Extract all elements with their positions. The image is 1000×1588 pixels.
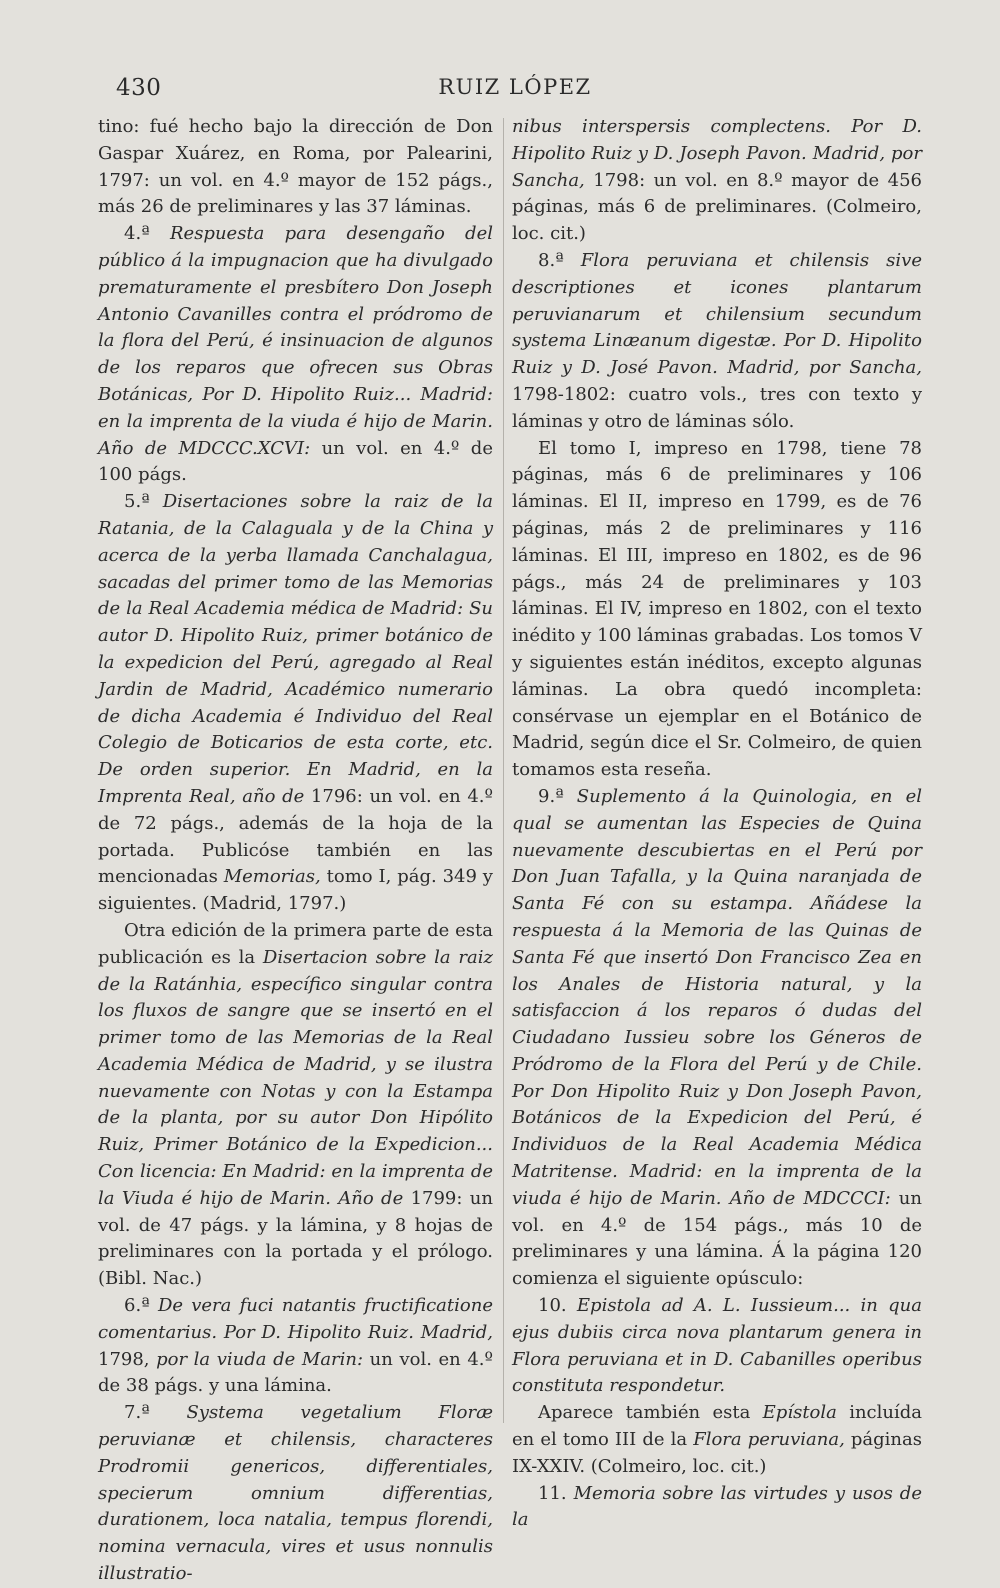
right-column	[512, 114, 922, 1534]
entry-details: un vol. en 4.º de 154 págs., más 10 de preliminares y una lámina. Á la página 120 comienza el siguiente opúsculo:	[512, 1187, 922, 1290]
memorias-title: Memorias,	[223, 866, 321, 888]
left-column	[98, 114, 493, 1588]
entry-title: Flora peruviana et chilensis sive descriptiones et icones plantarum peruvianarum et chilensium secundum systema Linæanum digestæ. Por D. Hipolito Ruiz y D. José Pavon. Madrid, por Sancha,	[512, 249, 922, 379]
entry-number: 10.	[538, 1295, 567, 1317]
entry-title: por la viuda de Marin:	[156, 1348, 364, 1370]
entry-number: 11.	[538, 1482, 567, 1504]
entry-7-continued	[512, 114, 922, 248]
entry-9	[512, 784, 922, 1293]
work-title: Epístola	[762, 1402, 837, 1424]
page-number: 430	[116, 75, 162, 101]
entry-number: 8.ª	[538, 249, 564, 271]
entry-title: Systema vegetalium Floræ peruvianæ et chilensis, characteres Prodromii genericos, differentiales, specierum omnium differentias, durationem, loca natalia, tempus florendi, nomina vernacula, vires et usus nonnulis illustratio-	[98, 1402, 493, 1585]
work-title: Flora peruviana,	[693, 1429, 845, 1451]
entry-title: De vera fuci natantis fructificatione comentarius. Por D. Hipolito Ruiz. Madrid,	[98, 1295, 493, 1343]
entry-6	[98, 1293, 493, 1400]
entry-11	[512, 1481, 922, 1535]
entry-details: un vol. en 4.º de 100 págs.	[98, 437, 493, 486]
entry-7	[98, 1400, 493, 1588]
paragraph	[512, 1400, 922, 1480]
page-header	[110, 75, 920, 109]
entry-number: 5.ª	[124, 491, 150, 513]
entry-details: 1798-1802: cuatro vols., tres con texto y láminas y otro de láminas sólo.	[512, 383, 922, 432]
paragraph: El tomo I, impreso en 1798, tiene 78 páginas, más 6 de preliminares y 106 láminas. El II, impreso en 1799, es de 76 páginas, más 2 de preliminares y 116 láminas. El III, impreso en 1802, es de 96 págs., más 24 de preliminares y 103 láminas. El IV, impreso en 1802, con el texto inédito y 100 láminas grabadas. Los tomos V y siguientes están inéditos, excepto algunas láminas. La obra quedó incompleta: consérvase un ejemplar en el Botánico de Madrid, según dice el Sr. Colmeiro, de quien tomamos esta reseña.	[512, 437, 922, 781]
paragraph-text: páginas IX-XXIV. (Colmeiro, loc. cit.)	[512, 1429, 922, 1477]
entry-title: nibus interspersis complectens. Por D. Hipolito Ruiz y D. Joseph Pavon. Madrid, por Sancha,	[512, 116, 922, 191]
paragraph-text: Aparece también esta	[538, 1402, 763, 1424]
column-divider	[503, 118, 504, 1423]
entry-title: Suplemento á la Quinologia, en el qual se aumentan las Especies de Quina nuevamente descubiertas en el Perú por Don Juan Tafalla, y la Quina naranjada de Santa Fé con su estampa. Añádese la respuesta á la Memoria de las Quinas de Santa Fé que insertó Don Francisco Zea en los Anales de Historia natural, y la satisfaccion á los reparos ó dudas del Ciudadano Iussieu sobre los Géneros de Pródromo de la Flora del Perú y de Chile. Por Don Hipolito Ruiz y Don Joseph Pavon, Botánicos de la Expedicion del Perú, é Individuos de la Real Academia Médica Matritense. Madrid: en la imprenta de la viuda é hijo de Marin. Año de MDCCCI:	[512, 785, 922, 1209]
entry-8	[512, 248, 922, 436]
entry-title: Memoria sobre las virtudes y usos de la	[512, 1482, 922, 1531]
entry-number: 7.ª	[124, 1402, 150, 1424]
entry-details: 1798: un vol. en 8.º mayor de 456 páginas, más 6 de preliminares. (Colmeiro, loc. cit.)	[512, 169, 922, 245]
entry-4	[98, 221, 493, 489]
work-title: Disertacion sobre la raiz de la Ratánhia, específico singular contra los fluxos de sangre que se insertó en el primer tomo de las Memorias de la Real Academia Médica de Madrid, y se ilustra nuevamente con Notas y con la Estampa de la planta, por su autor Don Hipólito Ruiz, Primer Botánico de la Expedicion... Con licencia: En Madrid: en la imprenta de la Viuda é hijo de Marin. Año de	[98, 946, 493, 1209]
paragraph-text: Otra edición de la primera parte de esta publicación es la	[98, 919, 493, 968]
entry-year: 1798,	[98, 1348, 157, 1370]
paragraph: tino: fué hecho bajo la dirección de Don Gaspar Xuárez, en Roma, por Palearini, 1797: un vol. en 4.º mayor de 152 págs., más 26 de preliminares y las 37 láminas.	[98, 116, 493, 218]
running-head: RUIZ LÓPEZ	[438, 75, 592, 99]
entry-number: 9.ª	[538, 785, 564, 807]
paragraph-text: incluída en el tomo III de la	[512, 1402, 922, 1451]
entry-number: 4.ª	[124, 223, 150, 245]
entry-title: Respuesta para desengaño del público á la impugnacion que ha divulgado prematuramente el presbítero Don Joseph Antonio Cavanilles contra el pródromo de la flora del Perú, é insinuacion de algunos de los reparos que ofrecen sus Obras Botánicas, Por D. Hipolito Ruiz... Madrid: en la imprenta de la viuda é hijo de Marin. Año de MDCCC.XCVI:	[98, 223, 493, 459]
entry-details: tomo I, pág. 349 y siguientes. (Madrid, 1797.)	[98, 866, 493, 915]
entry-number: 6.ª	[124, 1295, 150, 1317]
entry-details: 1796: un vol. en 4.º de 72 págs., además de la hoja de la portada. Publicóse también en las mencionadas	[98, 785, 493, 888]
entry-5	[98, 489, 493, 918]
entry-10	[512, 1293, 922, 1400]
entry-title: Epistola ad A. L. Iussieum... in qua ejus dubiis circa nova plantarum genera in Flora peruviana et in D. Cabanilles operibus constituta respondetur.	[512, 1295, 922, 1397]
entry-details: un vol. en 4.º de 38 págs. y una lámina.	[98, 1348, 493, 1397]
entry-title: Disertaciones sobre la raiz de la Ratania, de la Calaguala y de la China y acerca de la yerba llamada Canchalagua, sacadas del primer tomo de las Memorias de la Real Academia médica de Madrid: Su autor D. Hipolito Ruiz, primer botánico de la expedicion del Perú, agregado al Real Jardin de Madrid, Académico numerario de dicha Academia é Individuo del Real Colegio de Boticarios de esta corte, etc. De orden superior. En Madrid, en la Imprenta Real, año de	[98, 491, 493, 807]
paragraph	[98, 918, 493, 1293]
entry-details: 1799: un vol. de 47 págs. y la lámina, y 8 hojas de preliminares con la portada y el prólogo. (Bibl. Nac.)	[98, 1187, 493, 1290]
